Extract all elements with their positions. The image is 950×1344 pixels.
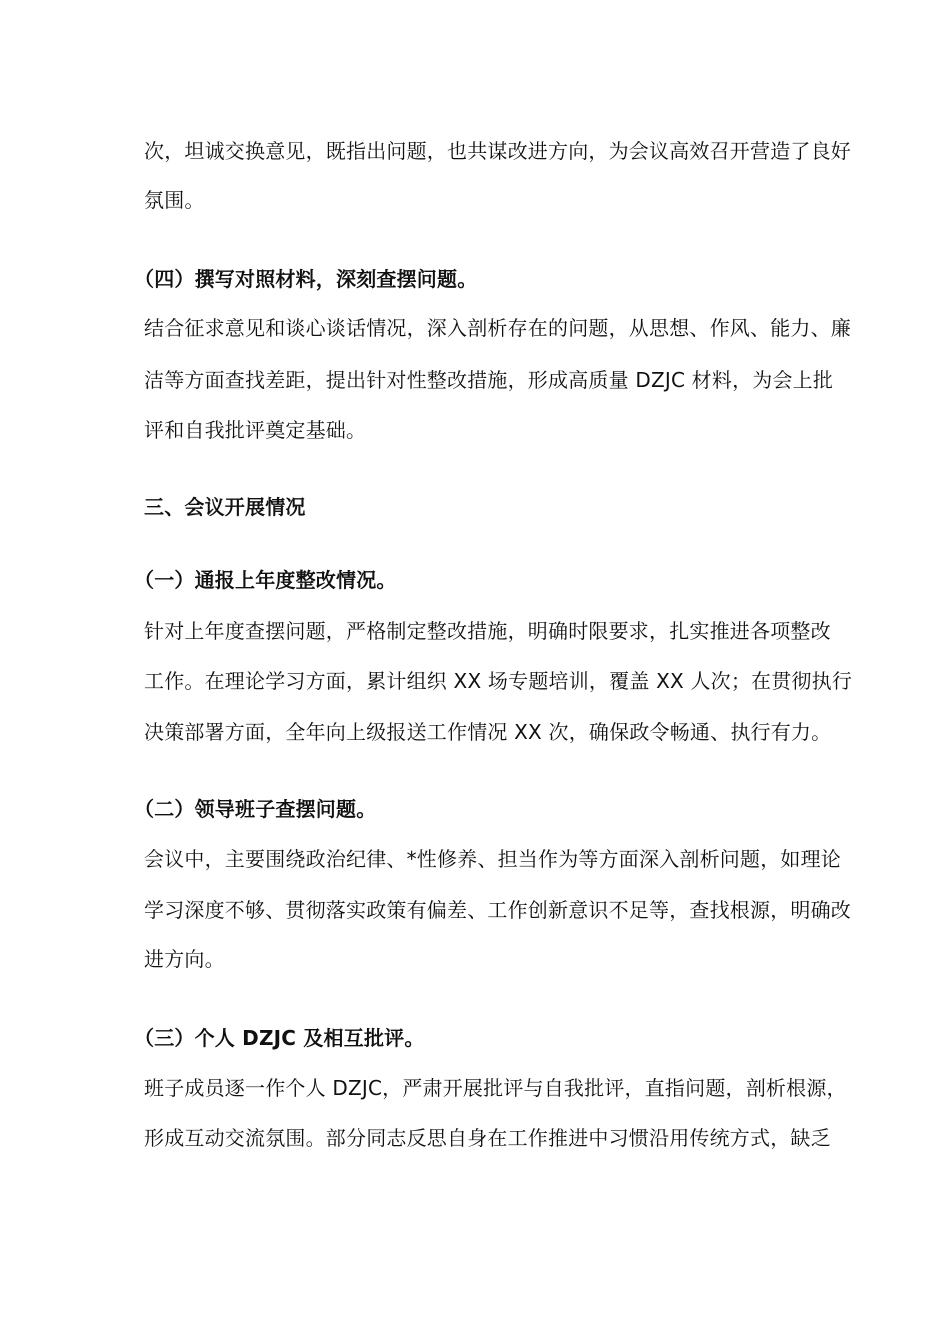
- section-heading: （二）领导班子查摆问题。: [134, 797, 377, 821]
- chapter-heading: 三、会议开展情况: [144, 495, 306, 519]
- section-heading: （三）个人 DZJC 及相互批评。: [134, 1026, 425, 1050]
- paragraph-line: 工作。在理论学习方面，累计组织 XX 场专题培训，覆盖 XX 人次；在贯彻执行: [144, 669, 853, 693]
- paragraph-line: 班子成员逐一作个人 DZJC，严肃开展批评与自我批评，直指问题，剖析根源，: [144, 1076, 847, 1100]
- paragraph-line: 形成互动交流氛围。部分同志反思自身在工作推进中习惯沿用传统方式，缺乏: [144, 1126, 831, 1150]
- paragraph-line: 结合征求意见和谈心谈话情况，深入剖析存在的问题，从思想、作风、能力、廉: [144, 316, 851, 340]
- section-heading: （四）撰写对照材料，深刻查摆问题。: [134, 267, 478, 291]
- paragraph-line: 决策部署方面，全年向上级报送工作情况 XX 次，确保政令畅通、执行有力。: [144, 720, 832, 744]
- paragraph-line: 针对上年度查摆问题，严格制定整改措施，明确时限要求，扎实推进各项整改: [144, 619, 831, 643]
- paragraph-line: 洁等方面查找差距，提出针对性整改措施，形成高质量 DZJC 材料，为会上批: [144, 368, 834, 392]
- paragraph-line: 评和自我批评奠定基础。: [144, 418, 367, 442]
- paragraph-line: 次，坦诚交换意见，既指出问题，也共谋改进方向，为会议高效召开营造了良好: [144, 139, 851, 163]
- section-heading: （一）通报上年度整改情况。: [134, 568, 397, 592]
- paragraph-line: 会议中，主要围绕政治纪律、*性修养、担当作为等方面深入剖析问题，如理论: [144, 847, 841, 871]
- paragraph-line: 氛围。: [144, 188, 205, 212]
- paragraph-line: 学习深度不够、贯彻落实政策有偏差、工作创新意识不足等，查找根源，明确改: [144, 898, 851, 922]
- paragraph-line: 进方向。: [144, 947, 225, 971]
